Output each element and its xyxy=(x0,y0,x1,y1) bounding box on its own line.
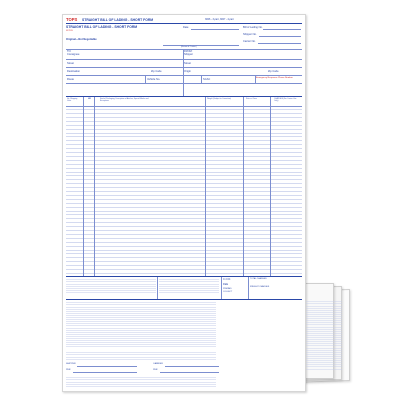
shipper-no-field[interactable] xyxy=(259,36,301,37)
col-divider-4 xyxy=(243,97,244,276)
route-divider xyxy=(145,75,146,83)
table-body[interactable] xyxy=(66,106,302,276)
address-row-3[interactable] xyxy=(66,75,302,76)
form-codes: 3846 - 3-part, 3847 - 4-part xyxy=(205,18,234,21)
terms-fine-print xyxy=(66,301,216,349)
bol-no-label: Bill of Lading No. xyxy=(243,26,263,29)
date-label: Date xyxy=(183,26,189,29)
cod-label: C.O.D. xyxy=(223,278,231,281)
bol-no-field[interactable] xyxy=(263,29,301,30)
carrier-name-line[interactable] xyxy=(163,45,239,46)
original-label: Original—Not Negotiable xyxy=(66,38,97,41)
bill-of-lading-form xyxy=(62,14,306,392)
hazmat-fine-print xyxy=(66,351,216,361)
consignee-label: Consignee xyxy=(67,53,80,56)
col-rate-header: Rate or Class xyxy=(246,98,257,100)
shipper-label: Shipper xyxy=(184,53,193,56)
col-divider-5 xyxy=(270,97,271,276)
destination-label: Destination xyxy=(67,70,80,73)
name-of-carrier-label: (Name of Carrier) xyxy=(181,45,197,48)
lower-divider-2 xyxy=(221,277,222,299)
col-divider-1 xyxy=(83,97,84,276)
table-bottom-rule xyxy=(66,276,302,277)
lower-divider-1 xyxy=(157,277,158,299)
carrier-sig-line[interactable] xyxy=(165,366,219,367)
scac-divider xyxy=(201,75,202,83)
freight-charges-label: FREIGHT CHARGES xyxy=(250,286,270,288)
hazmat-notice: NOTICE xyxy=(66,30,73,32)
shipper-per-label: PER xyxy=(66,369,71,371)
col-description-header: Kind of Packaging, Description of Articles, Special Marks and Exceptions xyxy=(100,98,149,103)
shipper-per-line[interactable] xyxy=(73,372,137,373)
address-row-4 xyxy=(66,83,302,84)
col-units-header: No. Shipping Units xyxy=(67,98,78,103)
cod-fee-label: FEE xyxy=(223,283,229,286)
cod-box xyxy=(223,278,247,298)
prepaid-label: PREPAID xyxy=(223,288,232,290)
total-charges-label: TOTAL CHARGES xyxy=(250,278,267,280)
col-hm-header: HM xyxy=(88,98,91,100)
brand-logo: TOPS xyxy=(66,17,78,22)
form-main-title: STRAIGHT BILL OF LADING - SHORT FORM xyxy=(66,25,138,29)
header-rule xyxy=(66,23,302,24)
carrier-no-label: Carrier No. xyxy=(243,40,256,43)
emergency-label: Emergency Response Phone Number xyxy=(256,77,293,79)
col-divider-3 xyxy=(205,97,206,276)
carrier-per-label: PER xyxy=(153,369,158,371)
shipper-sig-label: SHIPPER xyxy=(66,363,76,365)
collect-label: COLLECT xyxy=(223,291,233,293)
street-label-from: Street xyxy=(184,62,191,65)
scac-label: SCAC xyxy=(203,78,211,81)
zip-label-from: Zip Code xyxy=(268,70,279,73)
lower-divider-3 xyxy=(248,277,249,299)
address-row-1[interactable] xyxy=(66,59,302,60)
form-title: STRAIGHT BILL OF LADING - SHORT FORM xyxy=(82,17,154,22)
from-label: FROM: xyxy=(184,49,193,53)
carrier-no-field[interactable] xyxy=(258,43,301,44)
street-label-to: Street xyxy=(67,62,74,65)
col-weight-header: Weight (Subject to Correction) xyxy=(207,98,232,100)
shipper-sig-line[interactable] xyxy=(77,366,137,367)
footer-fine-print xyxy=(66,376,216,388)
remit-cod-text xyxy=(66,278,156,294)
shipper-no-label: Shipper No. xyxy=(243,33,257,36)
date-field[interactable] xyxy=(191,29,239,30)
section7-text xyxy=(159,278,219,294)
copy-sheet-print xyxy=(306,300,342,370)
carrier-sig-label: CARRIER xyxy=(153,363,163,365)
table-header xyxy=(66,97,302,106)
emergency-divider xyxy=(255,75,256,83)
address-row-2[interactable] xyxy=(66,67,302,68)
vehicle-no-label: Vehicle No. xyxy=(147,78,161,81)
zip-label-to: Zip Code xyxy=(151,70,162,73)
lower-rule xyxy=(66,299,302,300)
col-divider-2 xyxy=(94,97,95,276)
col-charges-header: CHARGES (For Carrier Use Only) xyxy=(274,98,297,103)
origin-label: Origin xyxy=(184,70,191,73)
route-label: Route xyxy=(67,78,74,81)
to-label: TO: xyxy=(67,49,72,53)
carrier-per-line[interactable] xyxy=(160,372,219,373)
